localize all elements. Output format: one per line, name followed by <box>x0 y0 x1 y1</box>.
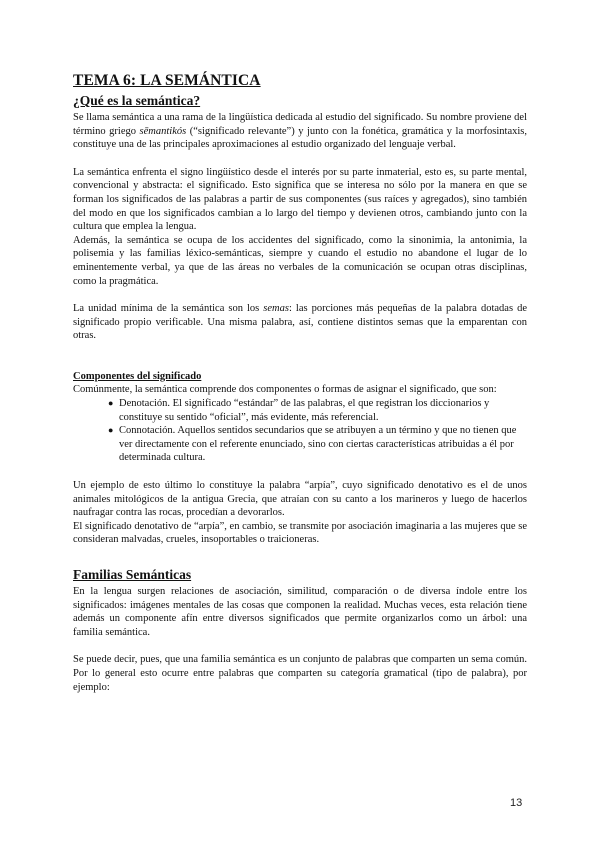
document-title: TEMA 6: LA SEMÁNTICA <box>73 72 261 89</box>
components-connotative-paragraph: El significado denotativo de “arpía”, en cambio, se transmite por asociación imaginaria a las mujeres que se consideran malvadas, crueles, insoportables o traicioneras. <box>73 520 527 546</box>
intro-p1-text-before: Se llama semántica a una rama de la lingüística dedicada al estudio del significado. Su nombre proviene del término griego <box>73 112 527 137</box>
families-paragraph-1: En la lengua surgen relaciones de asociación, similitud, comparación o de diversa índole entre los significados: imágenes mentales de las cosas que componen la realidad. Muchas veces, esta relación tiene además un componente afín entre diversos significados que permite organizarlos como un árbol: una familia semántica. <box>73 585 527 638</box>
bullet-icon: ● <box>108 398 114 408</box>
heading-familias-semanticas: Familias Semánticas <box>73 566 192 582</box>
heading-componentes-significado: Componentes del significado <box>73 370 202 382</box>
intro-p4-text-after: : las porciones más pequeñas de la palabra dotadas de significado propio verificable. Una misma palabra, así, contiene distintos semas que la emparentan con otras. <box>73 303 527 342</box>
intro-paragraph-2: La semántica enfrenta el signo lingüístico desde el interés por su parte inmaterial, esto es, su parte mental, convencional y abstracta: el significado. Esto significa que se interesa no sólo por la manera en que se forman los significados de las palabras a partir de sus componentes (sus raíces y agregados), sino también del modo en que los significados cambian a lo largo del tiempo y devienen otros, cambiando junto con la cultura que emplea la lengua. <box>73 166 527 233</box>
intro-p1-text-after: (“significado relevante”) y junto con la fonética, gramática y la morfosintaxis, constituye una de las principales aproximaciones al estudio organizado del lenguaje verbal. <box>73 125 527 151</box>
list-item-text: Denotación. El significado “estándar” de las palabras, el que registran los diccionarios y constituye su sentido “oficial”, más evidente, más referencial. <box>119 398 490 423</box>
intro-paragraph-3: Además, la semántica se ocupa de los accidentes del significado, como la sinonimia, la antonimia, la polisemia y las familias léxico-semánticas, siempre y cuando el estudio no abandone el lugar de lo eminentemente verbal, ya que de las áreas no verbales de la comunicación se ocupan otras disciplinas, como la pragmática. <box>73 234 527 287</box>
families-paragraph-2: Se puede decir, pues, que una familia semántica es un conjunto de palabras que comparten un sema común. Por lo general esto ocurre entre palabras que comparten su categoría gramatical (tipo de palabra), por ejemplo: <box>73 654 527 693</box>
components-example-paragraph: Un ejemplo de esto último lo constituye la palabra “arpía”, cuyo significado denotativo es el de unos animales mitológicos de la antigua Grecia, que atraían con su canto a los marineros y luego de hacerlos naufragar contra las rocas, procedían a devorarlos. <box>73 479 527 519</box>
heading-que-es-semantica: ¿Qué es la semántica? <box>73 93 201 108</box>
list-item-connotacion <box>110 424 527 465</box>
components-intro: Comúnmente, la semántica comprende dos componentes o formas de asignar el significado, que son: <box>73 384 497 396</box>
bullet-icon: ● <box>108 425 114 436</box>
page-number: 13 <box>510 797 523 809</box>
intro-paragraph-1 <box>73 111 527 152</box>
semas-term: semas <box>263 303 289 315</box>
intro-paragraph-4 <box>73 302 527 343</box>
list-item-text: Connotación. Aquellos sentidos secundarios que se atribuyen a un término y que no tienen que ver directamente con el referente enunciado, sino con ciertas características atribuidas a él por determinada cultura. <box>119 425 517 464</box>
intro-p4-text-before: La unidad mínima de la semántica son los <box>73 303 264 315</box>
greek-term: sēmantikós <box>139 125 187 137</box>
components-list <box>73 397 527 465</box>
document-page <box>73 72 527 694</box>
list-item-denotacion <box>110 397 527 424</box>
